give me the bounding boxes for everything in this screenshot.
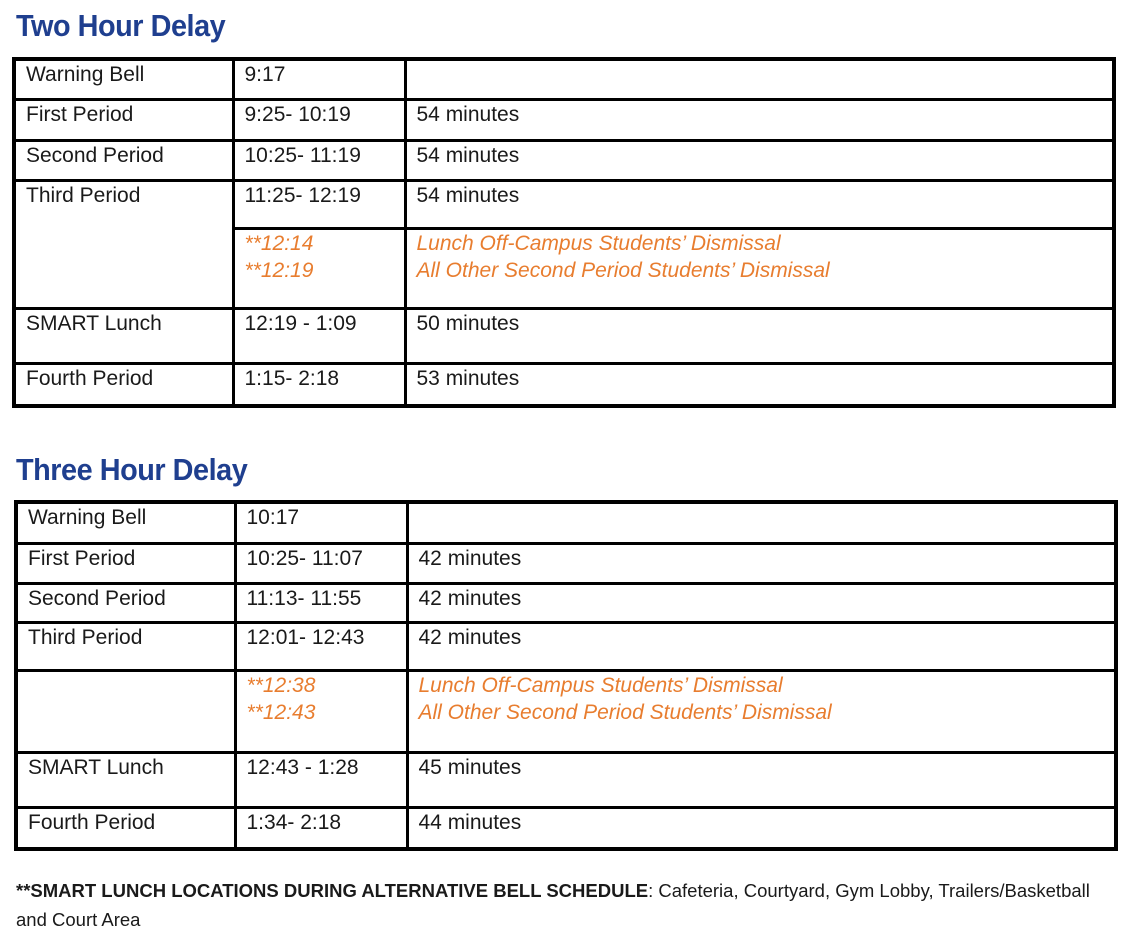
- period-duration: 53 minutes: [405, 363, 1114, 406]
- period-time: 12:01- 12:43: [235, 622, 407, 670]
- period-time: 12:43 - 1:28: [235, 752, 407, 807]
- dismissal-notes: [407, 670, 1116, 752]
- period-name: Third Period: [14, 180, 233, 308]
- table-row: [14, 180, 1114, 228]
- period-name: SMART Lunch: [14, 308, 233, 363]
- footer-heading: **SMART LUNCH LOCATIONS DURING ALTERNATIVE BELL SCHEDULE: [16, 880, 649, 901]
- table-row: [14, 99, 1114, 140]
- period-duration: 54 minutes: [405, 99, 1114, 140]
- table-row: [14, 363, 1114, 406]
- period-name: SMART Lunch: [16, 752, 235, 807]
- period-duration: 42 minutes: [407, 622, 1116, 670]
- period-duration: 42 minutes: [407, 583, 1116, 622]
- period-duration: [405, 59, 1114, 99]
- period-duration: [407, 502, 1116, 543]
- three-hour-delay-table: [14, 500, 1118, 851]
- period-name: Second Period: [14, 140, 233, 180]
- two-hour-delay-table: [12, 57, 1116, 408]
- dismissal-times: [235, 670, 407, 752]
- period-duration: 44 minutes: [407, 807, 1116, 849]
- period-time: 9:25- 10:19: [233, 99, 405, 140]
- dismissal-row: [16, 670, 1116, 752]
- period-duration: 45 minutes: [407, 752, 1116, 807]
- dismissal-note: All Other Second Period Students’ Dismissal: [418, 700, 832, 724]
- period-name: Second Period: [16, 583, 235, 622]
- period-time: 10:25- 11:19: [233, 140, 405, 180]
- period-time: 11:13- 11:55: [235, 583, 407, 622]
- dismissal-time: **12:38: [246, 673, 316, 697]
- table-row: [14, 140, 1114, 180]
- period-name: Third Period: [16, 622, 235, 670]
- table-row: [16, 622, 1116, 670]
- table-row: [16, 543, 1116, 583]
- period-time: 11:25- 12:19: [233, 180, 405, 228]
- period-time: 12:19 - 1:09: [233, 308, 405, 363]
- period-time: 10:17: [235, 502, 407, 543]
- table-row: [16, 807, 1116, 849]
- period-duration: 50 minutes: [405, 308, 1114, 363]
- dismissal-note: All Other Second Period Students’ Dismissal: [416, 258, 830, 282]
- period-name: First Period: [14, 99, 233, 140]
- dismissal-note: Lunch Off-Campus Students’ Dismissal: [418, 673, 783, 697]
- period-time: 1:34- 2:18: [235, 807, 407, 849]
- dismissal-time: **12:43: [246, 700, 316, 724]
- smart-lunch-locations-note: [16, 876, 1106, 934]
- period-name: Fourth Period: [16, 807, 235, 849]
- period-time: 9:17: [233, 59, 405, 99]
- empty-cell: [16, 670, 235, 752]
- period-name: Fourth Period: [14, 363, 233, 406]
- period-name: Warning Bell: [14, 59, 233, 99]
- period-duration: 42 minutes: [407, 543, 1116, 583]
- period-name: Warning Bell: [16, 502, 235, 543]
- dismissal-times: [233, 228, 405, 308]
- table-row: [14, 308, 1114, 363]
- footer-locations: : Cafeteria, Courtyard, Gym Lobby, Trailers/Basketball and Court Area: [16, 880, 1090, 930]
- period-time: 10:25- 11:07: [235, 543, 407, 583]
- table-row: [16, 502, 1116, 543]
- period-time: 1:15- 2:18: [233, 363, 405, 406]
- period-duration: 54 minutes: [405, 140, 1114, 180]
- two-hour-delay-title: Two Hour Delay: [16, 8, 226, 43]
- period-duration: 54 minutes: [405, 180, 1114, 228]
- period-name: First Period: [16, 543, 235, 583]
- dismissal-note: Lunch Off-Campus Students’ Dismissal: [416, 231, 781, 255]
- table-row: [16, 583, 1116, 622]
- three-hour-delay-title: Three Hour Delay: [16, 452, 248, 487]
- dismissal-time: **12:19: [244, 258, 314, 282]
- dismissal-time: **12:14: [244, 231, 314, 255]
- dismissal-notes: [405, 228, 1114, 308]
- table-row: [16, 752, 1116, 807]
- table-row: [14, 59, 1114, 99]
